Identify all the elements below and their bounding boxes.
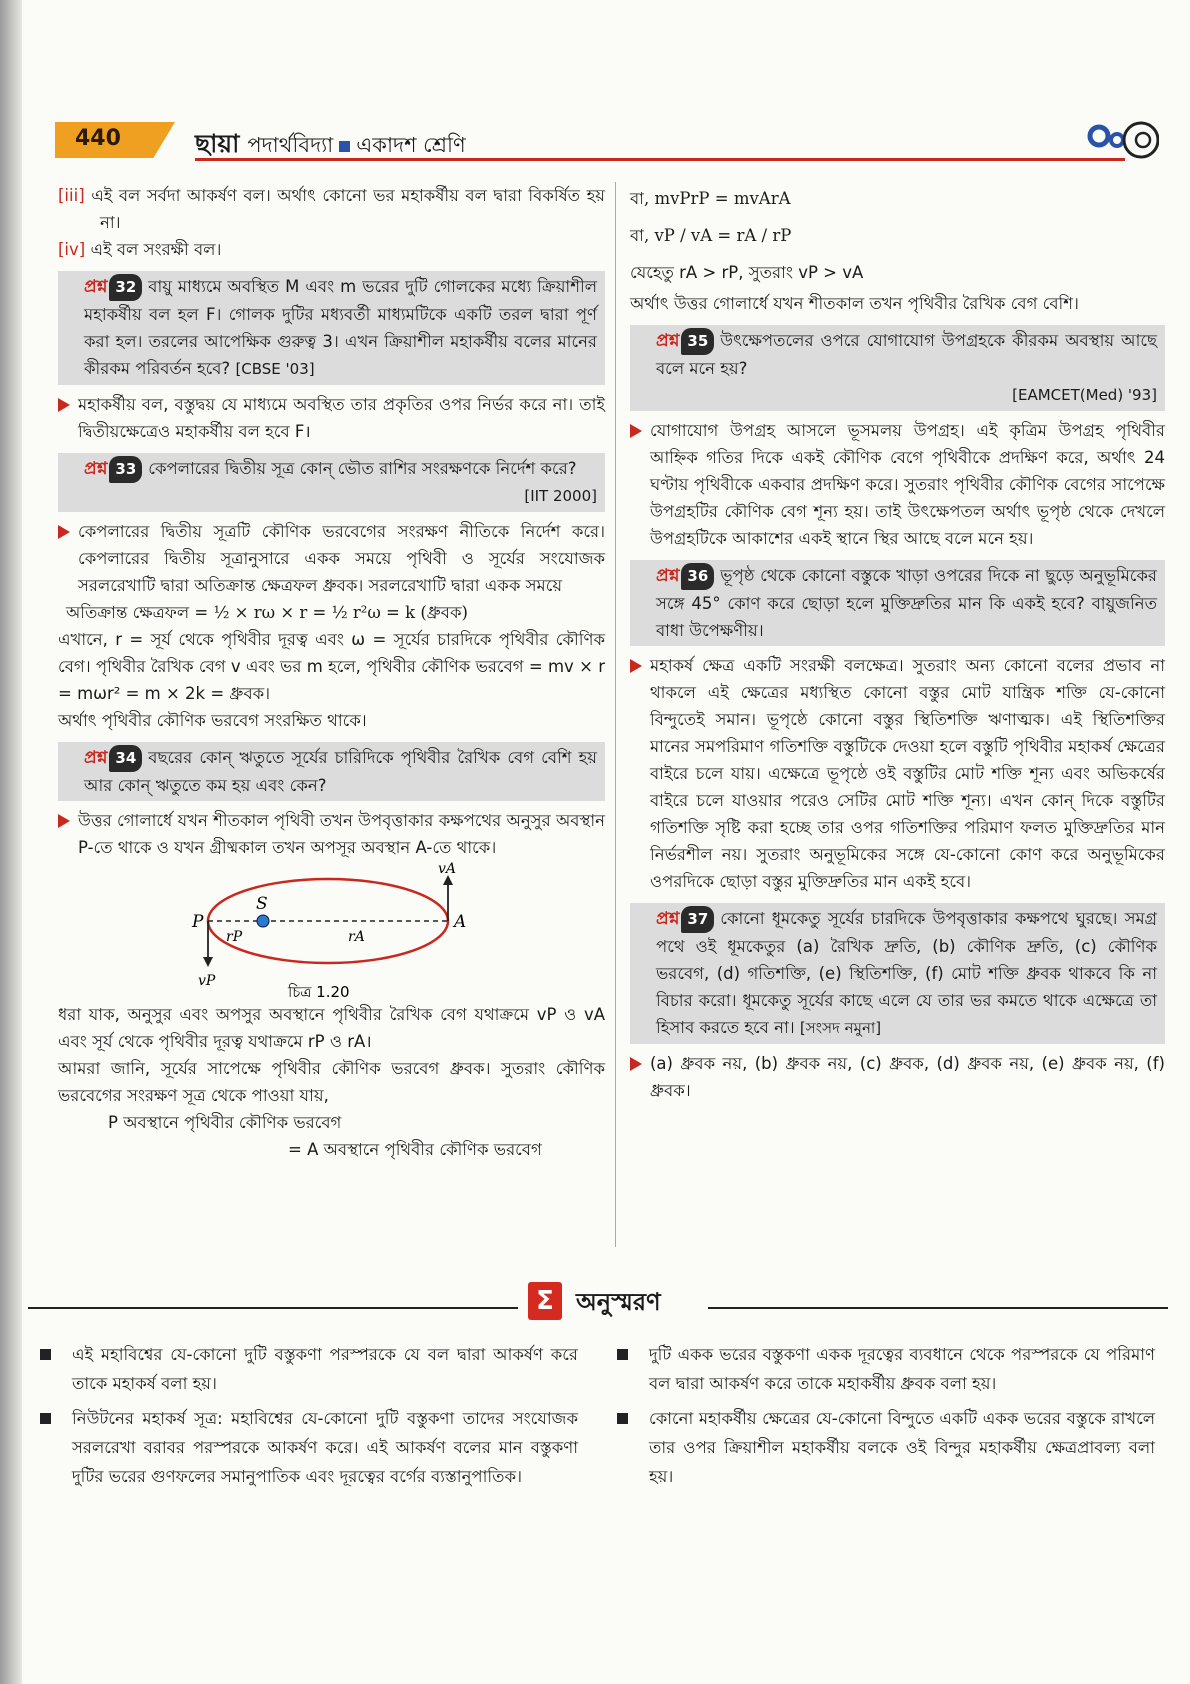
square-bullet-icon [339,141,350,152]
paragraph-velocities: ধরা যাক, অনুসুর এবং অপসুর অবস্থানে পৃথিবীর রৈখিক বেগ যথাক্রমে vP ও vA এবং সূর্য থেকে পৃথিবীর দূরত্ব যথাক্রমে rP ও rA। [58,1005,605,1051]
question-number: 33 [109,456,142,483]
question-number: 37 [681,906,714,933]
equation-2: বা, vP / vA = rA / rP [630,226,792,245]
book-class: একাদশ শ্রেণি [356,133,466,157]
answer-33: কেপলারের দ্বিতীয় সূত্রটি কৌণিক ভরবেগের সংরক্ষণ নীতিকে নির্দেশ করে। কেপলারের দ্বিতীয় সূত্রানুসারে একক সময়ে পৃথিবী ও সূর্যের সংযোজক সরলরেখাটি দ্বারা অতিক্রান্ত ক্ষেত্রফল ধ্রুবক। সরলরেখাটি দ্বারা একক সময়ে [58,518,605,599]
recap-header [28,1282,1168,1322]
answer-33-conclusion: অর্থাৎ পৃথিবীর কৌণিক ভরবেগ সংরক্ষিত থাকে। [58,711,367,730]
question-source: [IIT 2000] [524,487,597,505]
page-edge-shadow [0,0,22,1684]
question-box [58,453,605,512]
header-rule [195,158,1125,161]
vP-arrowhead [203,957,213,967]
list-text: এই বল সংরক্ষী বল। [90,240,222,259]
paragraph-conservation: আমরা জানি, সূর্যের সাপেক্ষে পৃথিবীর কৌণিক ভরবেগ ধ্রুবক। সুতরাং কৌণিক ভরবেগের সংরক্ষণ সূত্র থেকে পাওয়া যায়, [58,1059,605,1105]
figure-caption: চিত্র 1.20 [288,983,350,1001]
question-text: কোনো ধূমকেতু সূর্যের চারদিকে উপবৃত্তাকার কক্ষপথে ঘুরছে। সমগ্র পথে ওই ধূমকেতুর (a) রৈখিক দ্রুতি, (b) কৌণিক দ্রুতি, (c) কৌণিক ভরবেগ, (d) গতিশক্তি, (e) স্থিতিশক্তি, (f) মোট শক্তি ধ্রুবক থাকবে কি না বিচার করো। ধূমকেতু সূর্যের কাছে এলে যে তার ভর কমতে থাকে এক্ষেত্রে তা হিসাব করতে হবে না। [656,909,1157,1037]
label-S: S [256,894,268,914]
momentum-at-P: P অবস্থানে পৃথিবীর কৌণিক ভরবেগ [108,1113,342,1132]
answer-36: মহাকর্ষ ক্ষেত্র একটি সংরক্ষী বলক্ষেত্র। সুতরাং অন্য কোনো বলের প্রভাব না থাকলে এই ক্ষেত্রের মধ্যস্থিত কোনো বস্তুর মোট যান্ত্রিক শক্তি যে-কোনো বিন্দুতেই সমান। ভূপৃষ্ঠে কোনো বস্তুর স্থিতিশক্তি ঋণাত্মক। এই স্থিতিশক্তির মানের সমপরিমাণ গতিশক্তি বস্তুটিকে দেওয়া হলে বস্তুটি পৃথিবীর মহাকর্ষ ক্ষেত্রের বাইরে চলে যায়। এক্ষেত্রে ভূপৃষ্ঠে ওই বস্তুটির মোট শক্তি শূন্য এবং অভিকর্ষের বাইরে চলে যাওয়ার পরেও সেটির মোট শক্তি শূন্য। এখন কোন্ দিকে বস্তুটির গতিশক্তি সৃষ্টি করা হচ্ছে তার ওপর গতিশক্তির পরিমাণ ফলত মুক্তিদ্রুতির মান নির্ভরশীল নয়। সুতরাং অনুভূমিকের সঙ্গে যে-কোনো কোণ করে অনুভূমিকের ওপরদিকে ছোড়া বস্তুর মুক্তিদ্রুতির মান একই হবে। [630,652,1165,895]
question-box [58,271,605,385]
list-label: [iii] [58,186,85,205]
label-A: A [454,912,467,932]
question-source: [EAMCET(Med) '93] [1012,386,1157,404]
question-34 [58,742,605,801]
list-item-iii [58,182,605,236]
list-label: [iv] [58,240,86,259]
answer-34: উত্তর গোলার্ধে যখন শীতকাল পৃথিবী তখন উপবৃত্তাকার কক্ষপথের অনুসুর অবস্থান P-তে থাকে ও যখন গ্রীষ্মকাল তখন অপসূর অবস্থান A-তে থাকে। [58,807,605,861]
page-number: 440 [75,126,121,151]
recap-title: অনুস্মরণ [576,1288,661,1316]
conclusion-34: অর্থাৎ উত্তর গোলার্ধে যখন শীতকাল তখন পৃথিবীর রৈখিক বেগ বেশি। [630,294,1079,313]
question-text: বায়ু মাধ্যমে অবস্থিত M এবং m ভরের দুটি গোলকের মধ্যে ক্রিয়াশীল মহাকর্ষীয় বল হল F। গোলক দুটির মধ্যবর্তী মাধ্যমটিকে একটি তরল দ্বারা পূর্ণ করা হল। তরলের আপেক্ষিক গুরুত্ব 3। এখন ক্রিয়াশীল মহাকর্ষীয় বলের মানের কীরকম পরিবর্তন হবে? [84,277,597,378]
orbit-diagram [58,861,605,1001]
question-box [58,742,605,801]
equation-area: অতিক্রান্ত ক্ষেত্রফল = ½ × rω × r = ½ r²ω = k (ধ্রুবক) [66,603,468,622]
column-divider [615,182,616,1247]
list-text: এই বল সর্বদা আকর্ষণ বল। অর্থাৎ কোনো ভর মহাকর্ষীয় বল দ্বারা বিকর্ষিত হয় না। [91,186,605,232]
recap-rule-left [28,1307,518,1309]
question-text: ভূপৃষ্ঠ থেকে কোনো বস্তুকে খাড়া ওপরের দিকে না ছুড়ে অনুভূমিকের সঙ্গে 45° কোণ করে ছোড়া হলে মুক্তিদ্রুতির মান কি একই হবে? বায়ুজনিত বাধা উপেক্ষণীয়। [656,566,1157,640]
question-number: 35 [681,328,714,355]
question-tag: প্রশ্ন [656,566,680,586]
question-source: [সংসদ নমুনা] [799,1019,882,1037]
sigma-icon: Σ [528,1282,562,1320]
answer-33-explanation: এখানে, r = সূর্য থেকে পৃথিবীর দূরত্ব এবং ω = সূর্যের চারদিকে পৃথিবীর কৌণিক বেগ। পৃথিবীর রৈখিক বেগ v এবং ভর m হলে, পৃথিবীর কৌণিক ভরবেগ = mv × r = mωr² = m × 2k = ধ্রুবক। [58,630,605,703]
label-vP: vP [198,973,216,989]
book-subject: পদার্থবিদ্যা [247,133,334,157]
question-text: কেপলারের দ্বিতীয় সূত্র কোন্ ভৌত রাশির সংরক্ষণকে নির্দেশ করে? [148,459,577,478]
question-tag: প্রশ্ন [84,748,108,768]
orbit-figure [58,861,605,1001]
recap-item: নিউটনের মহাকর্ষ সূত্র: মহাবিশ্বের যে-কোনো দুটি বস্তুকণা তাদের সংযোজক সরলরেখা বরাবর পরস্পরকে আকর্ষণ করে। এই আকর্ষণ বলের মান বস্তুকণা দুটির ভরের গুণফলের সমানুপাতিক এবং দূরত্বের বর্গের ব্যস্তানুপাতিক। [38,1404,578,1491]
question-number: 36 [681,563,714,590]
right-column [630,182,1165,1104]
question-number: 32 [109,274,142,301]
page-header [55,118,1155,164]
question-tag: প্রশ্ন [656,331,680,351]
gears-brain-icon [1085,118,1159,162]
list-item-iv [58,236,605,263]
momentum-at-A: = A অবস্থানে পৃথিবীর কৌণিক ভরবেগ [288,1140,542,1159]
question-box [630,325,1165,411]
question-text: উৎক্ষেপতলের ওপরে যোগাযোগ উপগ্রহকে কীরকম অবস্থায় আছে বলে মনে হয়? [656,331,1157,378]
sun-point [257,915,269,927]
label-vA: vA [438,861,457,877]
label-rP: rP [226,929,243,945]
recap-rule-right [708,1307,1168,1309]
recap-item: কোনো মহাকর্ষীয় ক্ষেত্রের যে-কোনো বিন্দুতে একটি একক ভরের বস্তুকে রাখলে তার ওপর ক্রিয়াশীল মহাকর্ষীয় বলকে ওই বিন্দুর মহাকর্ষীয় ক্ষেত্রপ্রাবল্য বলা হয়। [615,1404,1155,1491]
question-36 [630,560,1165,646]
question-box [630,903,1165,1044]
answer-32: মহাকর্ষীয় বল, বস্তুদ্বয় যে মাধ্যমে অবস্থিত তার প্রকৃতির ওপর নির্ভর করে না। তাই দ্বিতীয়ক্ষেত্রেও মহাকর্ষীয় বল হবে F। [58,391,605,445]
label-P: P [192,912,204,932]
question-number: 34 [109,745,142,772]
question-tag: প্রশ্ন [84,459,108,479]
question-tag: প্রশ্ন [656,909,680,929]
label-rA: rA [348,929,365,945]
left-column [58,182,605,1163]
recap-item: এই মহাবিশ্বের যে-কোনো দুটি বস্তুকণা পরস্পরকে যে বল দ্বারা আকর্ষণ করে তাকে মহাকর্ষ বলা হয়। [38,1340,578,1398]
question-35 [630,325,1165,411]
answer-37: (a) ধ্রুবক নয়, (b) ধ্রুবক নয়, (c) ধ্রুবক, (d) ধ্রুবক নয়, (e) ধ্রুবক নয়, (f) ধ্রুবক। [630,1050,1165,1104]
book-brand: ছায়া [195,129,240,158]
question-text: বছরের কোন্ ঋতুতে সূর্যের চারিদিকে পৃথিবীর রৈখিক বেগ বেশি হয় আর কোন্ ঋতুতে কম হয় এবং কেন? [84,748,597,795]
recap-item: দুটি একক ভরের বস্তুকণা একক দূরত্বের ব্যবধানে থেকে পরস্পরকে যে পরিমাণ বল দ্বারা আকর্ষণ করে তাকে মহাকর্ষীয় ধ্রুবক বলা হয়। [615,1340,1155,1398]
question-33 [58,453,605,512]
question-box [630,560,1165,646]
equation-1: বা, mvPrP = mvArA [630,189,791,208]
question-tag: প্রশ্ন [84,277,108,297]
answer-35: যোগাযোগ উপগ্রহ আসলে ভূসমলয় উপগ্রহ। এই কৃত্রিম উপগ্রহ পৃথিবীর আহ্নিক গতির দিকে একই কৌণিক বেগে পৃথিবীকে প্রদক্ষিণ করে, অর্থাৎ 24 ঘণ্টায় পৃথিবীকে একবার প্রদক্ষিণ করে। সুতরাং পৃথিবীর কৌণিক বেগের সাপেক্ষে উপগ্রহটির কৌণিক বেগ শূন্য হয়। তাই উৎক্ষেপতল অর্থাৎ ভূপৃষ্ঠ থেকে দেখলে উপগ্রহটিকে আকাশের একই স্থানে স্থির আছে বলে মনে হয়। [630,417,1165,552]
recap-right-column [615,1340,1155,1497]
recap-left-column [38,1340,578,1497]
question-32 [58,271,605,385]
question-37 [630,903,1165,1044]
question-source: [CBSE '03] [235,360,315,378]
equation-3: যেহেতু rA > rP, সুতরাং vP > vA [630,263,864,282]
